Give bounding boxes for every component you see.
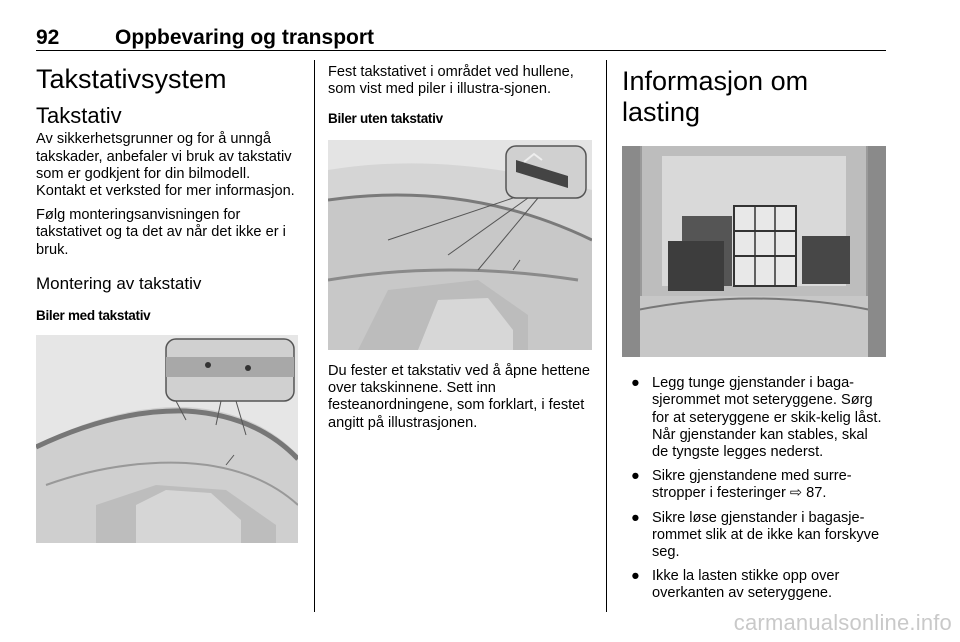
section-title: Takstativsystem bbox=[36, 64, 227, 94]
heading-without-rack: Biler uten takstativ bbox=[328, 111, 443, 127]
bullet-icon: ● bbox=[631, 568, 640, 585]
roof-rack-illustration bbox=[36, 335, 298, 543]
column-1 bbox=[36, 60, 299, 543]
page-header bbox=[36, 26, 886, 51]
paragraph: Følg monteringsanvisningen for takstativet og ta det av når det ikke er i bruk. bbox=[36, 207, 286, 258]
chapter-title: Oppbevaring og transport bbox=[115, 26, 375, 49]
bullet-icon: ● bbox=[631, 375, 640, 392]
list-item-text: Sikre løse gjenstander i bagasje-rommet slik at de ikke kan forskyve seg. bbox=[652, 509, 880, 560]
watermark: carmanualsonline.info bbox=[733, 610, 952, 635]
column-divider bbox=[606, 60, 607, 612]
paragraph: Du fester et takstativ ved å åpne hettene over takskinnene. Sett inn festeanordningene, som forklart, i festet angitt på illustrasjonen. bbox=[328, 362, 591, 431]
list-item bbox=[622, 568, 886, 602]
trunk-cargo-image bbox=[622, 146, 886, 357]
page-number: 92 bbox=[36, 26, 60, 49]
column-divider bbox=[314, 60, 315, 612]
heading-mounting: Montering av takstativ bbox=[36, 273, 202, 293]
loading-bullet-list bbox=[622, 375, 886, 602]
list-item-text: Legg tunge gjenstander i baga-sjerommet mot seteryggene. Sørg for at seteryggene er skik-kelig låst. Når gjenstander kan stables, skal de tyngste legges nederst. bbox=[652, 375, 882, 460]
paragraph: Av sikkerhetsgrunner og for å unngå takskader, anbefaler vi bruk av takstativ som er godkjent for din bilmodell. Kontakt et verksted for mer informasjon. bbox=[36, 131, 295, 200]
heading-with-rack: Biler med takstativ bbox=[36, 307, 151, 323]
subsection-title: Takstativ bbox=[36, 103, 122, 129]
car-roof-rails-image bbox=[36, 335, 298, 543]
list-item bbox=[622, 510, 886, 562]
list-item-text: Ikke la lasten stikke opp over overkanten av seteryggene. bbox=[652, 568, 840, 602]
section-title: Informasjon om lasting bbox=[622, 66, 809, 128]
paragraph: Fest takstativet i området ved hullene, som vist med piler i illustra-sjonen. bbox=[328, 64, 574, 98]
roof-without-rack-illustration bbox=[328, 140, 592, 350]
bullet-icon: ● bbox=[631, 468, 640, 485]
bullet-icon: ● bbox=[631, 509, 640, 526]
column-3 bbox=[622, 60, 886, 610]
luggage-loading-illustration bbox=[622, 146, 886, 357]
list-item bbox=[622, 468, 886, 502]
list-item bbox=[622, 375, 886, 461]
car-roof-caps-image bbox=[328, 140, 592, 350]
column-2 bbox=[328, 60, 592, 432]
list-item-text: Sikre gjenstandene med surre-stropper i festeringer ⇨ 87. bbox=[652, 468, 852, 502]
